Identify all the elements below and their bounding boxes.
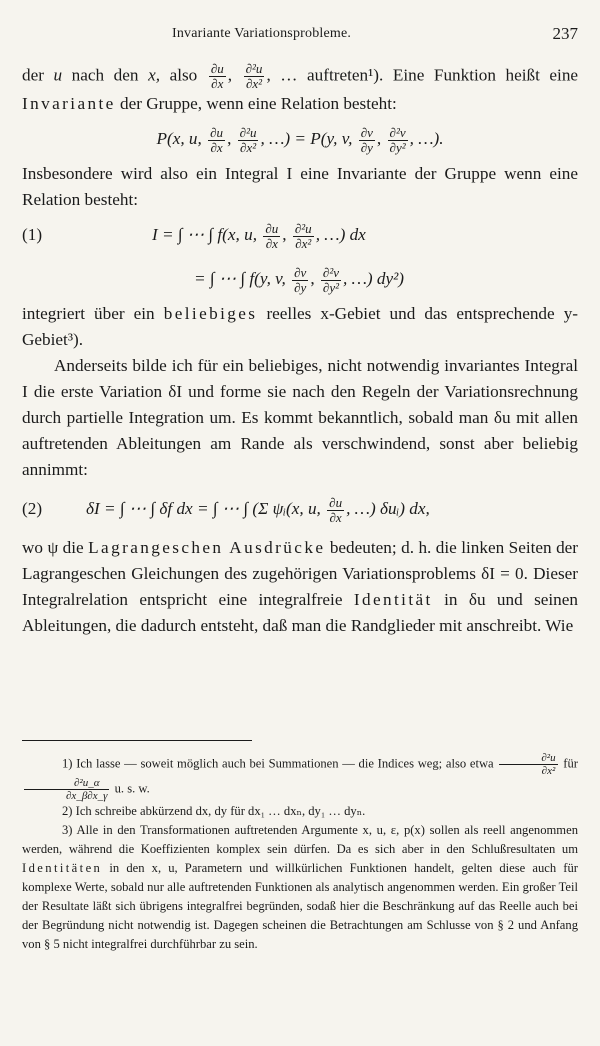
spaced-term-identitaet: Identität — [353, 590, 433, 609]
text-run: in δu und seinen Ableitungen, die dadurch entsteht, daß man die Randglieder mit anschreibt. Wie — [22, 590, 578, 635]
equation-body: I = ∫ ⋯ ∫ f(x, u, $\frac{\partial u}{\partial x}$ , $\frac{\text{∂²u}}{\text{∂x²}}$ , …) dx — [152, 220, 366, 251]
numerator: ∂²u — [245, 61, 263, 76]
running-title: Invariante Variationsprobleme. — [172, 26, 352, 41]
equation-label: (2) — [22, 499, 43, 518]
equation-invariant-relation: P(x, u, $\frac{\partial u}{\partial x}$ , $\frac{\text{∂²u}}{\text{∂x²}}$ , …) = P(y, v, $\frac{\partial v}{\partial y}$ , $\frac{\text{∂²v}}{\text{∂y²}}$ , …). — [156, 124, 444, 155]
paragraph-5 — [22, 535, 578, 639]
numerator: ∂u — [210, 124, 224, 140]
equation-label: (1) — [22, 225, 43, 244]
numerator: ∂u — [210, 61, 224, 76]
equation-part: I = ∫ ⋯ ∫ f(x, u, — [152, 225, 258, 244]
footnote-3 — [22, 821, 578, 954]
numerator: ∂u — [329, 494, 343, 510]
spaced-term-beliebiges: beliebiges — [163, 304, 258, 323]
fraction-du-dx — [327, 496, 344, 525]
equation-part: P(x, u, — [156, 129, 202, 148]
equation-1-line-1 — [22, 213, 578, 257]
denominator: ∂x² — [541, 765, 556, 777]
text-run: u. s. w. — [114, 781, 150, 796]
numerator: ∂u — [265, 220, 279, 236]
text-run: integriert über ein — [22, 304, 155, 323]
numerator: ∂²u — [499, 752, 557, 765]
fraction-dv-dy — [292, 266, 308, 295]
numerator: ∂²u — [294, 220, 312, 236]
text-run: für — [563, 756, 578, 771]
fraction-d2u-dx2 — [244, 62, 265, 91]
equation-2 — [22, 483, 578, 535]
equation-part: , …). — [409, 129, 444, 148]
denominator: ∂x — [329, 509, 342, 525]
fraction-d2v-dy2 — [388, 126, 408, 155]
footnote-separator — [22, 740, 252, 741]
text-run: wo ψ die — [22, 538, 84, 557]
text-run: 3) Alle in den Transformationen auftretenden Argumente x, u, ε, p(x) sollen als reell angenommen werden, während die Koeffizienten komplex sein dürfen. Da es sich aber in den Schlußresultaten um — [22, 823, 578, 856]
fraction — [499, 752, 557, 777]
fraction-du-dx — [209, 62, 226, 91]
equation-part: , …) δuᵢ) dx, — [346, 499, 430, 518]
denominator: ∂x² — [240, 139, 257, 155]
paragraph-4: Anderseits bilde ich für ein beliebiges, nicht notwendig invariantes Integral I die erste Variation δI und forme sie nach den Regeln der Variationsrechnung durch partielle Integration um. Es kommt bekanntlich, sobald man δu mit allen auftretenden Ableitungen am Rande als verschwindend, sonst aber beliebig annimmt: — [22, 356, 578, 479]
text-run: der — [22, 65, 44, 85]
equation-part: = ∫ ⋯ ∫ f(y, v, — [194, 269, 286, 288]
footnotes — [22, 752, 578, 954]
text-run: nach den — [71, 65, 139, 85]
spaced-term-identitaeten: Identitäten — [22, 861, 103, 875]
denominator: ∂y² — [389, 139, 406, 155]
denominator: ∂x — [210, 139, 223, 155]
footnote-2: 2) Ich schreibe abkürzend dx, dy für dx₁ … dxₙ, dy₁ … dyₙ. — [62, 804, 366, 818]
equation-part: , …) dx — [315, 225, 366, 244]
numerator: ∂²v — [389, 124, 406, 140]
fraction-d2v-dy2 — [321, 266, 341, 295]
numerator: ∂v — [294, 264, 307, 280]
variable-x: x, — [148, 65, 160, 85]
equation-part: , …) = P(y, v, — [260, 129, 353, 148]
fraction-d2u-dx2 — [293, 222, 314, 251]
equation-part: δI = ∫ ⋯ ∫ δf dx = ∫ ⋯ ∫ (Σ ψᵢ(x, u, — [86, 499, 321, 518]
paragraph-1: der u nach den x, also $\frac{\partial u}{\partial x}$ , $\frac{\text{∂²u}}{\text{∂x²}}$ , … auftreten¹). Eine Funktion heißt eine Invariante der Gruppe, wenn eine Relation besteht: — [22, 61, 579, 113]
variable-u: u — [53, 65, 63, 85]
denominator: ∂x² — [245, 76, 263, 91]
numerator: ∂²v — [322, 264, 339, 280]
equation-body — [86, 483, 430, 535]
denominator: ∂y² — [322, 279, 339, 295]
text-run: der Gruppe, wenn eine Relation besteht: — [119, 94, 397, 113]
paragraph-2: Insbesondere wird also ein Integral I eine Invariante der Gruppe wenn eine Relation besteht: — [22, 164, 578, 209]
fraction — [24, 777, 109, 802]
fraction-du-dx — [263, 222, 280, 251]
spaced-term-invariante: Invariante — [22, 94, 116, 113]
page-header — [22, 26, 578, 48]
text-run: in den x, u, Parametern und willkürlichen Funktionen handelt, gelten diese auch für komplexe Werte, sobald nur alle auftretenden Funktionen als analytisch angenommen werden. Ein großer Teil der Resultate läßt sich übrigens integralfrei begründen, sodaß hier die Beschränkung auf das Reelle auch bei der Begründung nicht notwendig ist. Dagegen scheinen die Betrachtungen am Schlusse von § 2 und Anfang von § 5 nicht integralfrei durchführbar zu sein. — [22, 861, 578, 951]
text-run: , … auftreten¹). Eine Funktion heißt eine — [266, 65, 579, 85]
text-run: bedeuten; d. h. die linken Seiten der Lagrangeschen Gleichungen des zugehörigen Variationsproblems δI = 0. Dieser Integralrelation entspricht eine integralfreie — [22, 538, 579, 609]
denominator: ∂x² — [295, 235, 312, 251]
numerator: ∂²u — [239, 124, 257, 140]
text-run: also — [169, 65, 198, 85]
fraction-du-dx — [208, 126, 225, 155]
numerator: ∂v — [360, 124, 373, 140]
spaced-term-lagrangesche-ausdruecke: Lagrangeschen Ausdrücke — [88, 538, 326, 557]
main-text — [22, 62, 578, 639]
equation-1-line-2 — [22, 257, 578, 301]
fraction-dv-dy — [359, 126, 375, 155]
numerator: ∂²u_α — [24, 777, 109, 790]
fraction-d2u-dx2 — [238, 126, 259, 155]
text-run: reelles x-Gebiet und das entsprechende y-Gebiet³). — [22, 304, 579, 349]
paragraph-3 — [22, 301, 578, 353]
denominator: ∂x — [265, 235, 278, 251]
page-number: 237 — [552, 24, 578, 43]
denominator: ∂x_β∂x_γ — [66, 790, 108, 802]
denominator: ∂y — [360, 139, 373, 155]
equation-part: , …) dy²) — [343, 269, 404, 288]
text-run: 1) Ich lasse — soweit möglich auch bei Summationen — die Indices weg; also etwa — [62, 756, 494, 771]
denominator: ∂y — [294, 279, 307, 295]
denominator: ∂x — [211, 76, 224, 91]
footnote-1 — [22, 752, 578, 802]
equation-body: = ∫ ⋯ ∫ f(y, v, $\frac{\partial v}{\partial y}$ , $\frac{\text{∂²v}}{\text{∂y²}}$ , …) dy²) — [194, 264, 404, 295]
